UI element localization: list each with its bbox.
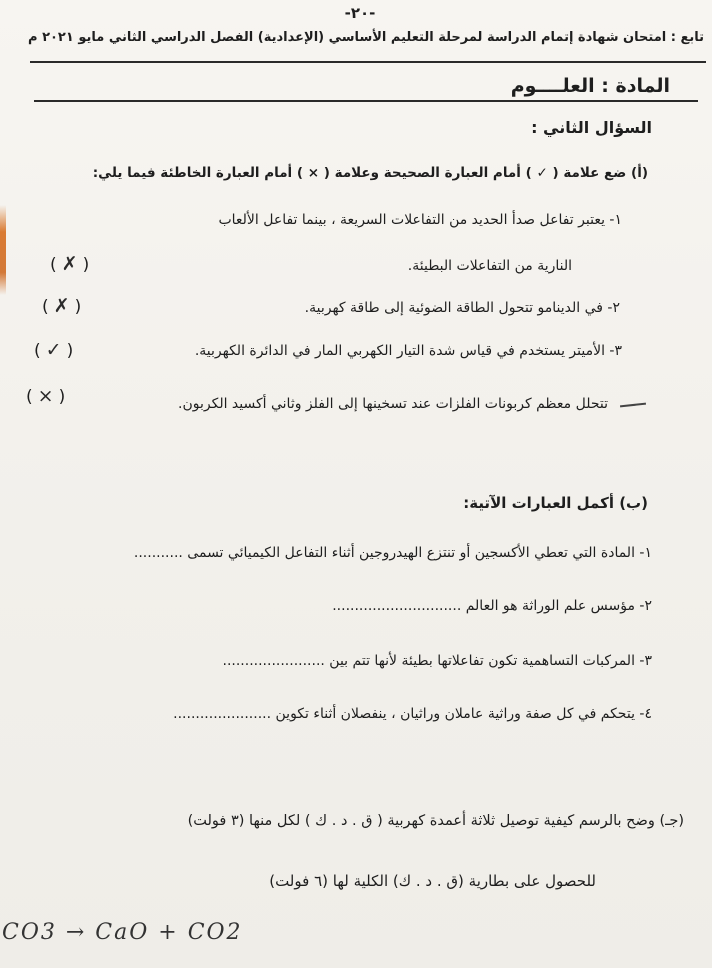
part-a-item-2: ٢- في الدينامو تتحول الطاقة الضوئية إلى طاقة كهربية. <box>304 300 620 316</box>
subject-rule <box>34 100 698 102</box>
part-b-item-1: ١- المادة التي تعطي الأكسجين أو تنتزع الهيدروجين أثناء التفاعل الكيميائي تسمى ........... <box>133 545 652 561</box>
part-b-item-3: ٣- المركبات التساهمية تكون تفاعلاتها بطيئة لأنها تتم بين ....................... <box>222 653 652 669</box>
part-a-item-3-answer: ( ✓ ) <box>34 339 74 361</box>
subject-title: المادة : العلــــوم <box>510 75 670 97</box>
part-a-item-1-line-1: ١- يعتبر تفاعل صدأ الحديد من التفاعلات السريعة ، بينما تفاعل الألعاب <box>218 212 622 228</box>
exam-header: تابع : امتحان شهادة إتمام الدراسة لمرحلة التعليم الأساسي (الإعدادية) الفصل الدراسي الثاني مايو ٢٠٢١ م <box>28 30 704 45</box>
part-a-item-1-line-2: النارية من التفاعلات البطيئة. <box>407 258 572 274</box>
part-a-heading: (أ) ضع علامة ( ✓ ) أمام العبارة الصحيحة وعلامة ( × ) أمام العبارة الخاطئة فيما يلي: <box>92 165 648 181</box>
page-number: -٢٠- <box>344 4 376 22</box>
part-c-line-2: للحصول على بطارية (ق . د . ك) الكلية لها (٦ فولت) <box>269 872 596 890</box>
item-4-hand-scribble <box>620 403 646 408</box>
check-mark: ✓ <box>45 339 62 361</box>
cross-mark: ✗ <box>53 295 70 317</box>
cross-mark: ✗ <box>61 253 78 275</box>
part-b-item-4: ٤- يتحكم في كل صفة وراثية عاملان وراثيان ، ينفصلان أثناء تكوين ...................... <box>173 706 652 722</box>
part-a-item-3: ٣- الأميتر يستخدم في قياس شدة التيار الكهربي المار في الدائرة الكهربية. <box>194 343 622 359</box>
part-a-item-4: تتحلل معظم كربونات الفلزات عند تسخينها إلى الفلز وثاني أكسيد الكربون. <box>178 396 608 412</box>
cross-mark: × <box>37 385 54 407</box>
question-title: السؤال الثاني : <box>531 118 652 137</box>
header-rule <box>30 61 706 63</box>
part-a-item-2-answer: ( ✗ ) <box>42 295 82 317</box>
part-b-heading: (ب) أكمل العبارات الآتية: <box>463 494 648 512</box>
part-a-item-4-answer: ( × ) <box>26 385 66 407</box>
part-a-item-1-answer: ( ✗ ) <box>50 253 90 275</box>
handwritten-equation: CO3 → CaO + CO2 <box>2 920 243 945</box>
part-b-item-2: ٢- مؤسس علم الوراثة هو العالم ............................. <box>332 598 652 614</box>
orange-edge-mark <box>0 205 6 295</box>
part-c-line-1: (جـ) وضح بالرسم كيفية توصيل ثلاثة أعمدة كهربية ( ق . د . ك ) لكل منها (٣ فولت) <box>187 813 684 829</box>
